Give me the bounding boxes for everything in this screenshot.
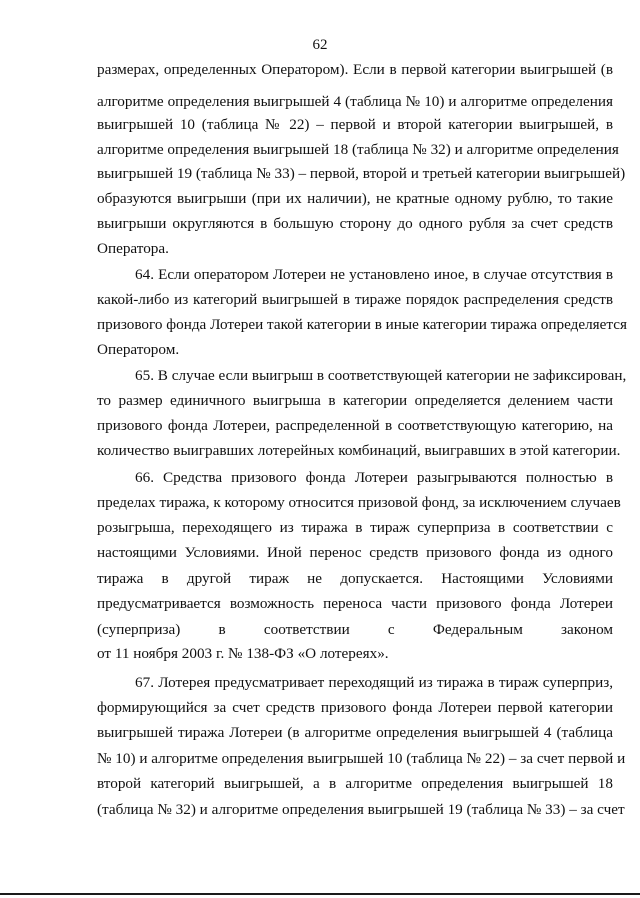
text-line: призового фонда Лотереи, распределенной в соответствующую категорию, на xyxy=(97,417,613,434)
text-line: то размер единичного выигрыша в категории определяется делением части xyxy=(97,392,613,409)
text-line: пределах тиража, к которому относится призовой фонд, за исключением случаев xyxy=(97,494,621,511)
scan-edge-line xyxy=(0,893,640,895)
text-line: выигрыши округляются в большую сторону до одного рубля за счет средств xyxy=(97,215,613,232)
text-line: какой-либо из категорий выигрышей в тираже порядок распределения средств xyxy=(97,291,613,308)
text-line: выигрышей 10 (таблица № 22) – первой и второй категории выигрышей, в xyxy=(97,116,613,133)
text-line: от 11 ноября 2003 г. № 138-ФЗ «О лотереях». xyxy=(97,645,389,662)
page-number: 62 xyxy=(312,37,328,53)
text-line: (таблица № 32) и алгоритме определения выигрышей 19 (таблица № 33) – за счет xyxy=(97,801,625,818)
text-line: настоящими Условиями. Иной перенос средств призового фонда из одного xyxy=(97,544,613,561)
text-line: размерах, определенных Оператором). Если в первой категории выигрышей (в xyxy=(97,61,613,78)
paragraph-65-first-line: 65. В случае если выигрыш в соответствующей категории не зафиксирован, xyxy=(135,367,627,384)
text-line: Оператора. xyxy=(97,240,169,257)
paragraph-67-first-line: 67. Лотерея предусматривает переходящий из тиража в тираж суперприз, xyxy=(135,674,613,691)
text-line: формирующийся за счет средств призового фонда Лотереи первой категории xyxy=(97,699,613,716)
text-line: выигрышей 19 (таблица № 33) – первой, второй и третьей категории выигрышей) xyxy=(97,165,626,182)
paragraph-64-first-line: 64. Если оператором Лотереи не установлено иное, в случае отсутствия в xyxy=(135,266,613,283)
text-line: образуются выигрыши (при их наличии), не кратные одному рублю, то такие xyxy=(97,190,613,207)
text-line: № 10) и алгоритме определения выигрышей 10 (таблица № 22) – за счет первой и xyxy=(97,750,626,767)
text-line: Оператором. xyxy=(97,341,180,358)
text-line: предусматривается возможность переноса части призового фонда Лотереи xyxy=(97,595,613,612)
text-line: тиража в другой тираж не допускается. Настоящими Условиями xyxy=(97,570,613,587)
text-line: (суперприза) в соответствии с Федеральным законом xyxy=(97,621,613,638)
text-line: выигрышей тиража Лотереи (в алгоритме определения выигрышей 4 (таблица xyxy=(97,724,613,741)
paragraph-66-first-line: 66. Средства призового фонда Лотереи разыгрываются полностью в xyxy=(135,469,613,486)
text-line: алгоритме определения выигрышей 4 (таблица № 10) и алгоритме определения xyxy=(97,93,613,110)
text-line: розыгрыша, переходящего из тиража в тираж суперприза в соответствии с xyxy=(97,519,613,536)
text-line: количество выигравших лотерейных комбинаций, выигравших в этой категории. xyxy=(97,442,621,459)
text-line: призового фонда Лотереи такой категории в иные категории тиража определяется xyxy=(97,316,627,333)
text-line: второй категорий выигрышей, а в алгоритме определения выигрышей 18 xyxy=(97,775,613,792)
text-line: алгоритме определения выигрышей 18 (таблица № 32) и алгоритме определения xyxy=(97,141,619,158)
